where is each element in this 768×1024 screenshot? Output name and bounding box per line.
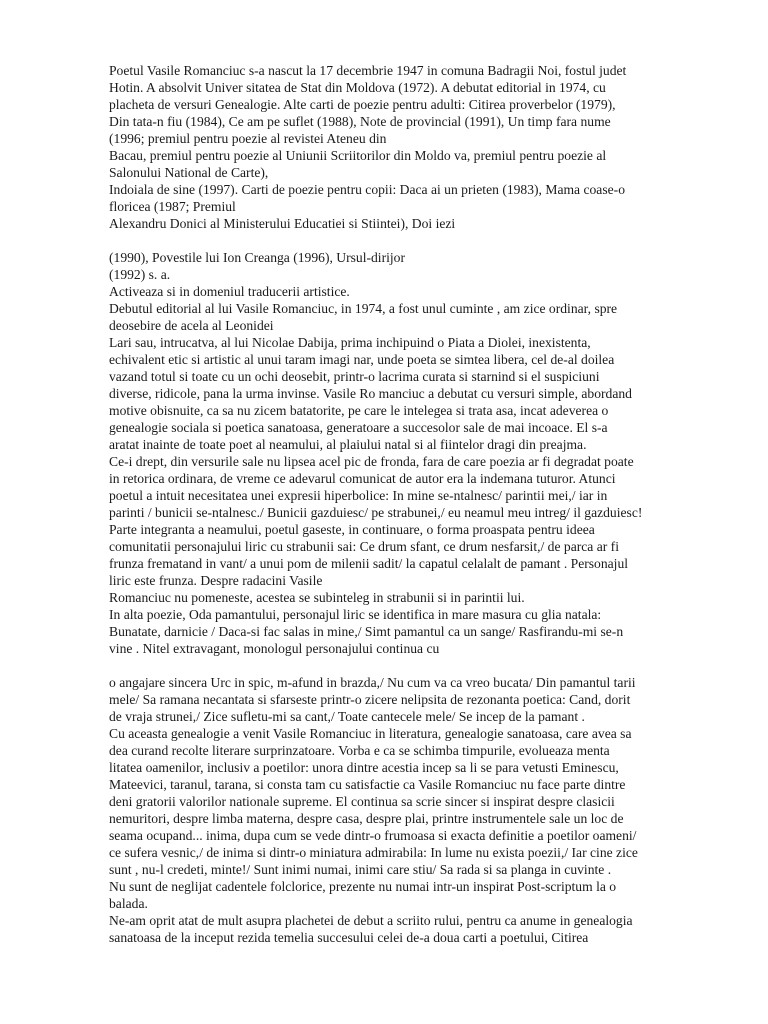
text-line: Debutul editorial al lui Vasile Romanciuc, in 1974, a fost unul cuminte , am zice ordinar, spre bbox=[109, 301, 618, 316]
text-line: Indoiala de sine (1997). Carti de poezie pentru copii: Daca ai un prieten (1983), Mama coase-o bbox=[109, 182, 625, 197]
text-line: Hotin. A absolvit Univer sitatea de Stat din Moldova (1972). A debutat editorial in 1974, cu bbox=[109, 80, 606, 95]
paragraph-block-1 bbox=[109, 62, 719, 232]
text-line: de vraja strunei,/ Zice sufletu-mi sa cant,/ Toate cantecele mele/ Se incep de la pamant . bbox=[109, 709, 585, 724]
text-line: liric este frunza. Despre radacini Vasile bbox=[109, 573, 323, 588]
text-line: frunza frematand in vant/ a unui pom de milenii sadit/ la capatul celalalt de pamant . Personajul bbox=[109, 556, 629, 571]
text-line: balada. bbox=[109, 896, 148, 911]
text-line: (1992) s. a. bbox=[109, 267, 171, 282]
text-line: Bacau, premiul pentru poezie al Uniunii Scriitorilor din Moldo va, premiul pentru poezie al bbox=[109, 148, 607, 163]
text-line: deosebire de acela al Leonidei bbox=[109, 318, 274, 333]
text-line: nemuritori, despre limba materna, despre casa, despre plai, printre instrumentele sale un loc de bbox=[109, 811, 624, 826]
text-line: Bunatate, darnicie / Daca-si fac salas in mine,/ Simt pamantul ca un sange/ Rasfirandu-mi se-n bbox=[109, 624, 624, 639]
text-line: Alexandru Donici al Ministerului Educatiei si Stiintei), Doi iezi bbox=[109, 216, 456, 231]
text-line: diverse, ridicole, pana la urma invinse. Vasile Ro manciuc a debutat cu versuri simple, abordand bbox=[109, 386, 632, 401]
text-line: o angajare sincera Urc in spic, m-afund in brazda,/ Nu cum va ca vreo bucata/ Din pamantul tarii bbox=[109, 675, 636, 690]
text-line: (1990), Povestile lui Ion Creanga (1996), Ursul-dirijor bbox=[109, 250, 405, 265]
text-line: sunt , nu-l credeti, minte!/ Sunt inimi numai, inimi care stiu/ Sa rada si sa planga in cuvinte . bbox=[109, 862, 612, 877]
text-line: Parte integranta a neamului, poetul gaseste, in continuare, o forma proaspata pentru ideea bbox=[109, 522, 595, 537]
paragraph-block-3 bbox=[109, 674, 719, 946]
text-line: vazand totul si toate cu un ochi deosebit, printr-o lacrima curata si starnind si el suspiciuni bbox=[109, 369, 600, 384]
text-line: floricea (1987; Premiul bbox=[109, 199, 236, 214]
paragraph-gap bbox=[109, 657, 719, 674]
document-page bbox=[109, 62, 719, 1024]
text-line: placheta de versuri Genealogie. Alte carti de poezie pentru adulti: Citirea proverbelor (1979), bbox=[109, 97, 616, 112]
text-line: Cu aceasta genealogie a venit Vasile Romanciuc in literatura, genealogie sanatoasa, care avea sa bbox=[109, 726, 632, 741]
text-line: poetul a intuit necesitatea unei expresii hiperbolice: In mine se-ntalnesc/ parintii mei,/ iar in bbox=[109, 488, 608, 503]
text-line: deni gratorii valorilor nationale supreme. El continua sa scrie sincer si inspirat despre clasicii bbox=[109, 794, 615, 809]
text-line: sanatoasa de la inceput rezida temelia succesului celei de-a doua carti a poetului, Citirea bbox=[109, 930, 589, 945]
text-line: In alta poezie, Oda pamantului, personajul liric se identifica in mare masura cu glia natala: bbox=[109, 607, 602, 622]
text-line: comunitatii personajului liric cu strabunii sai: Ce drum sfant, ce drum nesfarsit,/ de parca ar fi bbox=[109, 539, 619, 554]
text-line: (1996; premiul pentru poezie al revistei Ateneu din bbox=[109, 131, 387, 146]
text-line: parinti / bunicii se-ntalnesc./ Bunicii gazduiesc/ pe strabunei,/ eu neamul meu intreg/ il gazduiesc! bbox=[109, 505, 643, 520]
text-line: echivalent etic si artistic al unui taram imagi nar, unde poeta se simtea libera, cel de-al doilea bbox=[109, 352, 615, 367]
text-line: Activeaza si in domeniul traducerii artistice. bbox=[109, 284, 350, 299]
text-line: mele/ Sa ramana necantata si sfarseste printr-o zicere nelipsita de rezonanta poetica: Cand, dorit bbox=[109, 692, 631, 707]
text-line: Din tata-n fiu (1984), Ce am pe suflet (1988), Note de provincial (1991), Un timp fara nume bbox=[109, 114, 611, 129]
text-line: Ce-i drept, din versurile sale nu lipsea acel pic de fronda, fara de care poezia ar fi degradat poate bbox=[109, 454, 634, 469]
text-line: genealogie sociala si poetica sanatoasa, generatoare a succesolor sale de mai incoace. El s-a bbox=[109, 420, 608, 435]
text-line: motive obisnuite, ca sa nu zicem batatorite, pe care le intelegea si trata asa, incat adeverea o bbox=[109, 403, 609, 418]
text-line: aratat inainte de toate poet al neamului, al plaiului natal si al fiintelor dragi din preajma. bbox=[109, 437, 587, 452]
text-line: Poetul Vasile Romanciuc s-a nascut la 17 decembrie 1947 in comuna Badragii Noi, fostul judet bbox=[109, 63, 627, 78]
text-line: seama ocupand... inima, dupa cum se vede dintr-o frumoasa si exacta definitie a poetilor oameni/ bbox=[109, 828, 637, 843]
text-line: Salonului National de Carte), bbox=[109, 165, 269, 180]
text-line: Mateevici, taranul, tarana, si consta tam cu satisfactie ca Vasile Romanciuc nu face parte dintre bbox=[109, 777, 626, 792]
text-line: Nu sunt de neglijat cadentele folclorice, prezente nu numai intr-un inspirat Post-scriptum la o bbox=[109, 879, 617, 894]
paragraph-gap bbox=[109, 232, 719, 249]
text-line: Ne-am oprit atat de mult asupra plachetei de debut a scriito rului, pentru ca anume in genealogia bbox=[109, 913, 633, 928]
text-line: dea curand recolte literare surprinzatoare. Vorba e ca se schimba timpurile, evolueaza menta bbox=[109, 743, 610, 758]
text-line: vine . Nitel extravagant, monologul personajului continua cu bbox=[109, 641, 440, 656]
text-line: ce sufera vesnic,/ de inima si dintr-o miniatura admirabila: In lume nu exista poezii,/ Iar cine zice bbox=[109, 845, 638, 860]
text-line: litatea oamenilor, inclusiv a poetilor: unora dintre acestia incep sa li se para vetusti Eminescu, bbox=[109, 760, 619, 775]
paragraph-block-2 bbox=[109, 249, 719, 657]
text-line: in retorica ordinara, de vreme ce adevarul comunicat de autor era la indemana tuturor. Atunci bbox=[109, 471, 616, 486]
text-line: Lari sau, intrucatva, al lui Nicolae Dabija, prima inchipuind o Piata a Diolei, inexistenta, bbox=[109, 335, 591, 350]
text-line: Romanciuc nu pomeneste, acestea se subinteleg in strabunii si in parintii lui. bbox=[109, 590, 525, 605]
